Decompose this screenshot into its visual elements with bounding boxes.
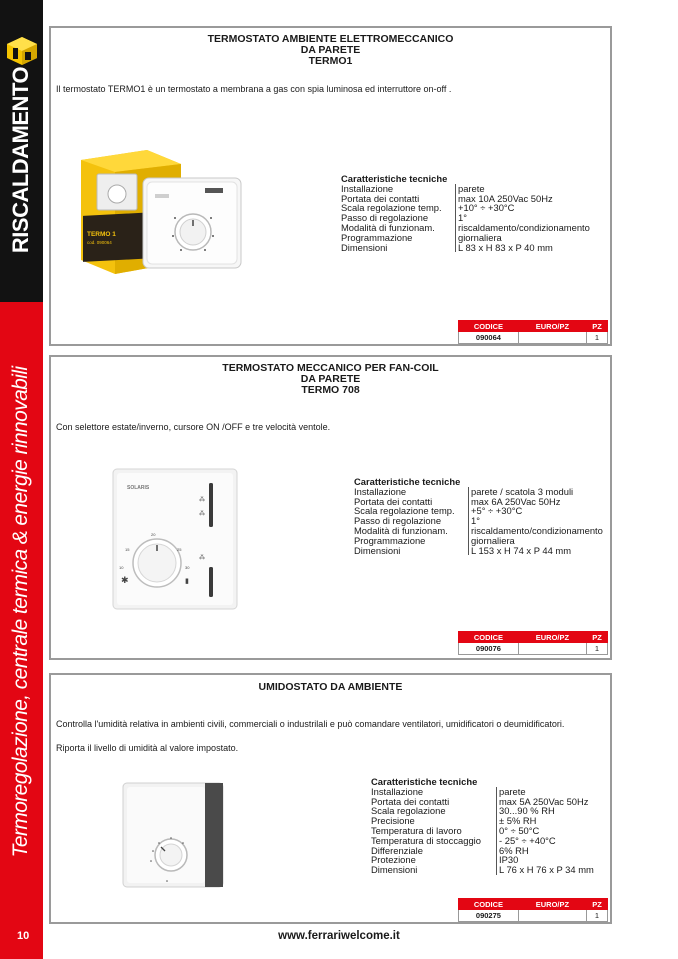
spec-label: Temperatura di stoccaggio [371,834,481,846]
spec-label: Dimensioni [341,241,388,253]
spec-label: Temperatura di lavoro [371,824,462,836]
product-price [518,910,586,922]
product-title-line: TERMOSTATO MECCANICO PER FAN-COIL [222,362,439,374]
price-header-code: CODICE [459,632,519,643]
spec-label: Modalità di funzionam. [341,221,435,233]
spec-label: Programmazione [354,534,426,546]
product-image-umidostato [121,781,225,889]
product-pieces: 1 [586,910,607,922]
spec-label: Portata dei contatti [341,192,420,204]
dial-mark: 15 [125,547,130,552]
svg-text:⁂: ⁂ [199,511,205,517]
box-code-text: cod. 090064 [87,240,112,245]
spec-label: Protezione [371,854,416,866]
spec-value: L 153 x H 74 x P 44 mm [468,546,571,556]
product-card-umidostato [49,673,612,924]
spec-value: +5° ÷ +30°C [468,506,522,516]
dial-mark: 20 [151,532,156,537]
spec-value: parete [496,787,526,797]
product-description: Riporta il livello di umidità al valore impostato. [56,743,239,753]
spec-label: Portata dei contatti [354,495,433,507]
spec-value: 1° [455,213,467,223]
spec-label: Precisione [371,815,415,827]
spec-row [354,546,603,556]
spec-value: L 76 x H 76 x P 34 mm [496,865,594,875]
spec-value: - 25° ÷ +40°C [496,836,556,846]
price-header-pz: PZ [586,321,607,332]
product-card-termo708 [49,355,612,660]
specs-block [371,777,594,875]
price-header-pz: PZ [586,899,607,910]
spec-value: 6% RH [496,846,529,856]
spec-label: Passo di regolazione [354,515,442,527]
product-title-line: TERMO 708 [301,384,360,396]
spec-label: Installazione [371,785,424,797]
price-header-code: CODICE [459,321,519,332]
price-header-pz: PZ [586,632,607,643]
product-description: Con selettore estate/inverno, cursore ON /OFF e tre velocità ventole. [56,422,331,432]
specs-block [341,174,590,252]
price-header-euro: EURO/PZ [518,899,586,910]
spec-value: 0° ÷ 50°C [496,826,539,836]
dial-mark: 10 [119,565,124,570]
product-pieces: 1 [586,332,607,344]
product-code: 090275 [459,910,519,922]
product-code: 090076 [459,643,519,655]
specs-title: Caratteristiche tecniche [341,173,448,184]
side-band [0,0,43,959]
page-number: 10 [17,930,30,942]
specs-title: Caratteristiche tecniche [371,776,478,787]
product-title-line: UMIDOSTATO DA AMBIENTE [258,681,403,693]
snowflake-icon: ✱ [121,575,129,585]
spec-value: riscaldamento/condizionamento [468,526,603,536]
spec-value: max 6A 250Vac 50Hz [468,497,560,507]
product-card-termo1 [49,26,612,346]
svg-text:⁂: ⁂ [199,497,205,503]
spec-label: Dimensioni [354,544,401,556]
spec-label: Portata dei contatti [371,795,450,807]
price-header-euro: EURO/PZ [518,632,586,643]
category-label: RISCALDAMENTO [8,66,33,254]
price-table [458,898,608,922]
product-title-line: TERMO1 [308,55,353,67]
spec-label: Scala regolazione temp. [341,202,442,214]
product-title-line: DA PARETE [300,44,361,56]
spec-value: L 83 x H 83 x P 40 mm [455,243,553,253]
product-price [518,643,586,655]
spec-value: parete / scatola 3 moduli [468,487,573,497]
specs-title: Caratteristiche tecniche [354,476,461,487]
product-title-line: DA PARETE [300,373,361,385]
spec-value: ± 5% RH [496,816,536,826]
price-header-euro: EURO/PZ [518,321,586,332]
section-subtitle: Termoregolazione, centrale termica & energie rinnovabili [9,366,32,858]
spec-row [371,865,594,875]
spec-label: Installazione [354,485,407,497]
spec-value: giornaliera [455,233,502,243]
box-brand-text: TERMO 1 [87,231,116,238]
spec-label: Passo di regolazione [341,212,429,224]
price-table [458,631,608,655]
product-description: Il termostato TERMO1 è un termostato a membrana a gas con spia luminosa ed interruttore on-off . [56,84,452,94]
product-price [518,332,586,344]
spec-value: 30...90 % RH [496,806,555,816]
spec-value: +10° ÷ +30°C [455,203,514,213]
product-code: 090064 [459,332,519,344]
spec-label: Scala regolazione temp. [354,505,455,517]
spec-label: Installazione [341,182,394,194]
spec-row [341,243,590,253]
specs-block [354,477,603,555]
spec-value: max 5A 250Vac 50Hz [496,797,588,807]
product-pieces: 1 [586,643,607,655]
spec-value: giornaliera [468,536,515,546]
thermometer-icon: ▮ [185,578,189,585]
product-image-termo1 [81,150,261,276]
brand-cube-icon [6,36,38,66]
spec-value: riscaldamento/condizionamento [455,223,590,233]
spec-label: Programmazione [341,231,413,243]
spec-value: 1° [468,516,480,526]
spec-label: Modalità di funzionam. [354,524,448,536]
dial-mark: 25 [177,547,182,552]
product-title-line: TERMOSTATO AMBIENTE ELETTROMECCANICO [207,33,454,45]
footer-website-link[interactable]: www.ferrariwelcome.it [278,930,400,942]
device-brand-text: SOLARIS [127,485,150,491]
svg-text:⁂: ⁂ [199,555,205,561]
dial-mark: 30 [185,565,190,570]
price-header-code: CODICE [459,899,519,910]
spec-label: Dimensioni [371,864,418,876]
spec-label: Scala regolazione [371,805,446,817]
spec-label: Differenziale [371,844,423,856]
product-image-termo708 [111,467,241,612]
product-description: Controlla l'umidità relativa in ambienti civili, commerciali o industrilali e può comandare ventilatori, umidificatori o deumidificatori. [56,719,565,729]
spec-value: max 10A 250Vac 50Hz [455,194,553,204]
spec-value: parete [455,184,485,194]
price-table [458,320,608,344]
spec-value: IP30 [496,855,518,865]
